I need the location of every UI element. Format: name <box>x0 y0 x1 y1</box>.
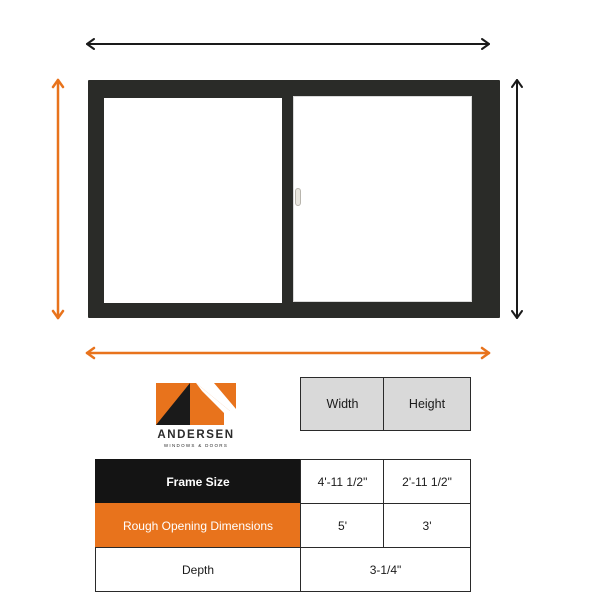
brand-tagline: WINDOWS & DOORS <box>163 443 229 448</box>
dimensions-table <box>95 377 471 592</box>
row-label-depth: Depth <box>95 547 301 592</box>
rough-opening-height-arrow <box>53 80 63 318</box>
row-label-frame-size: Frame Size <box>95 459 301 504</box>
frame-width-arrow <box>87 39 489 49</box>
rough-opening-width: 5' <box>300 503 385 548</box>
rough-opening-height: 3' <box>383 503 471 548</box>
col-header-width: Width <box>300 377 385 431</box>
col-header-height: Height <box>383 377 471 431</box>
brand-name: ANDERSEN <box>157 429 235 441</box>
frame-height-arrow <box>512 80 522 318</box>
rough-opening-width-arrow <box>87 348 489 358</box>
row-label-rough-opening: Rough Opening Dimensions <box>95 503 301 548</box>
depth-value: 3-1/4" <box>300 547 471 592</box>
frame-size-height: 2'-11 1/2" <box>383 459 471 504</box>
frame-size-width: 4'-11 1/2" <box>300 459 385 504</box>
